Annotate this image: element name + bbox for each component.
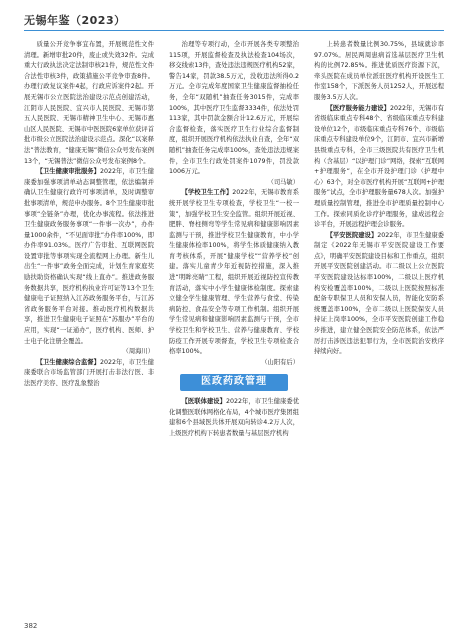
column-3 (314, 40, 444, 358)
section (169, 397, 299, 439)
page-number: 382 (24, 622, 38, 630)
column-1 (24, 40, 154, 390)
signature: （山阳有后） (261, 358, 299, 366)
section-title: 【医疗服务能力建设】 (326, 104, 390, 112)
section-title: 【医联体建设】 (181, 398, 226, 405)
yearbook-header: 无锡年鉴（2023） (24, 14, 126, 27)
section-body: 2022年，市卫生健康委制定《2022年无锡市平安医院建设工作要点》，明确平安医院建设目标和工作重点，组织开展平安医院创建活动。市二级以上公立医院平安医院建设达标率100%，二级以上医疗机构安检覆盖率100%，二级以上医院按照标准配备专职保卫人员和安保人员，智能化安防系统覆盖率100%，全市二级以上医院保安人员持证上岗率100%，全市平安医院创建工作稳步推进，建立健全医院安全防范体系，依法严厉打击涉医违法犯罪行为，全市医院治安秩序持续向好。 (314, 231, 444, 356)
paragraph: 治理等专项行动，全市开展各类专项整治115项，开展监督检查及执法检查104场次，移交线索13件，查处违法违规医疗机构52家，警告14家，罚款38.5万元，没收违法所得0.2万元。全市完成年度国家卫生健康监督抽检任务，全年“双随机”抽查任务3015件，完成率100%，其中医疗卫生监督3334件，依法处罚113家，其中罚款金额合计12.6万元，开展综合监督检查，落实医疗卫生行业综合监督制度，组织开展医疗机构依法执业自查，全年“双随机”抽查任务完成率100%，查处违法违规案件，全市卫生行政处罚案件1079件，罚没款1006万元。 (169, 41, 299, 176)
section-title: 【平安医院建设】 (326, 231, 378, 239)
signature: （周海川） (122, 348, 154, 356)
section (24, 358, 154, 390)
chapter-banner: 医政药政管理 (180, 374, 288, 391)
section (314, 104, 444, 231)
paragraph: 上转患者数量比例30.75%，县域就诊率97.07%。居民两周患病首选基层医疗卫生机构的比例72.85%。推进优质医疗资源下沉，牵头医院在成员单位派驻医疗机构开设医生工作室158个，下派医务人员1252人，开展远程服务3.5万人次。 (314, 41, 444, 101)
section-body: 2022年，市卫生健康委联合市场监管部门开展打击非法行医、非法医疗美容、医疗乱象整治 (24, 358, 154, 387)
section (314, 231, 444, 358)
section (169, 188, 299, 358)
paragraph: 质量公开竞争事宜布置，开展规范性文件清理。新增审批20件，废止或失效32件。完成重大行政执法决定法制审核21件，规范性文件合法性审核3件，政策措施公平竞争审查8件。办理行政复议案件4起，行政应诉案件2起。开展无锡市公立医院法治建设示范点创建活动，江阴市人民医院、宜兴市人民医院、无锡市第五人民医院、无锡市精神卫生中心、无锡市惠山区人民医院、无锡市中医医院6家单位获评首批市级公立医院法治建设示范点。深化“以案释法”普法教育，“健康无锡”微信公众号发布案例13个，“无锡普法”微信公众号发布案例8个。 (24, 41, 154, 165)
column-2 (169, 40, 299, 439)
header-rule (24, 30, 444, 31)
section-body: 2022年，市卫生健康委加强事项清单动态调整管理，依法编制并确认卫生健康行政许可事项清单，及时调整审批事项清单，规范申办服务。8个卫生健康审批事项“全链条”办理，优化办事流程。依法推进卫生健康政务服务事项“一件事一次办”，办件量1000余件，“不见面审批”办件率100%，即办件率91.03%。医疗广告审批、互联网医院设置审批等事项实现全流程网上办理。新生儿出生“一件事”政务全面完成，计划生育家庭奖励扶助资格确认实现“线上直办”。推进政务服务数据共享，医疗机构执业许可证等13个卫生健康电子证照纳入江苏政务服务平台，与江苏省政务服务平台对接。推动医疗机构数据共享，推进卫生健康电子证照在“苏服办”平台的应用，实现“一证通办”，医疗机构、医师、护士电子化注册全覆盖。 (24, 168, 154, 345)
section (24, 167, 154, 347)
section-body: 2022年，无锡市有省级临床重点专科48个、省级临床重点专科建设单位12个，市级临床重点专科76个、市级临床重点专科建设单位9个，江阴市、宜兴市新增县级重点专科，全市三级医院共有医疗卫生机构（含基层）“以护理门诊”网络，探索“互联网+护理服务”，在全市开设护理门诊（护理中心）63个，对全市医疗机构开展“互联网+护理服务”试点，全市护理服务量678人次。加强护理质量控制管理，推进全市护理质量控制中心工作。探索同质化诊疗护理服务，建成远程会诊平台，开展远程护理会诊服务。 (314, 104, 444, 229)
section-body: 2022年，无锡市教育系统开展学校卫生专项检查，学校卫生“一校一策”，加强学校卫生安全监管。组织开展近视、肥胖、脊柱侧弯等学生常见病和健康影响因素监测与干预，推进学校卫生健康教育，中小学生健康体检率100%，将学生体质健康纳入教育考核体系，开展“健康学校”“营养学校”创建。落实儿童青少年近视防控措施，深入推进“明眸亮睛”工程，组织开展近视防控宣传教育活动，落实中小学生健康体检制度。探索建立健全学生健康管理、学生营养与食堂、传染病防控、食品安全等专项工作机制。组织开展学生常见病和健康影响因素监测与干预，全市学校卫生和学校卫生、营养与健康教育、学校防疫工作开展专项督查，学校卫生专项检查合格率100%。 (169, 189, 299, 356)
section-title: 【卫生健康综合监督】 (36, 358, 100, 366)
section-title: 【学校卫生工作】 (181, 189, 233, 197)
section-body: 2022年，市卫生健康委优化调整医联体网格化布局，4个城市医疗集团组建和6个县域医共体开展双向转诊4.2万人次，上级医疗机构下转患者数量与基层医疗机构 (169, 398, 300, 437)
section-title: 【卫生健康审批服务】 (36, 168, 100, 176)
signature: （司马敏） (267, 178, 299, 186)
